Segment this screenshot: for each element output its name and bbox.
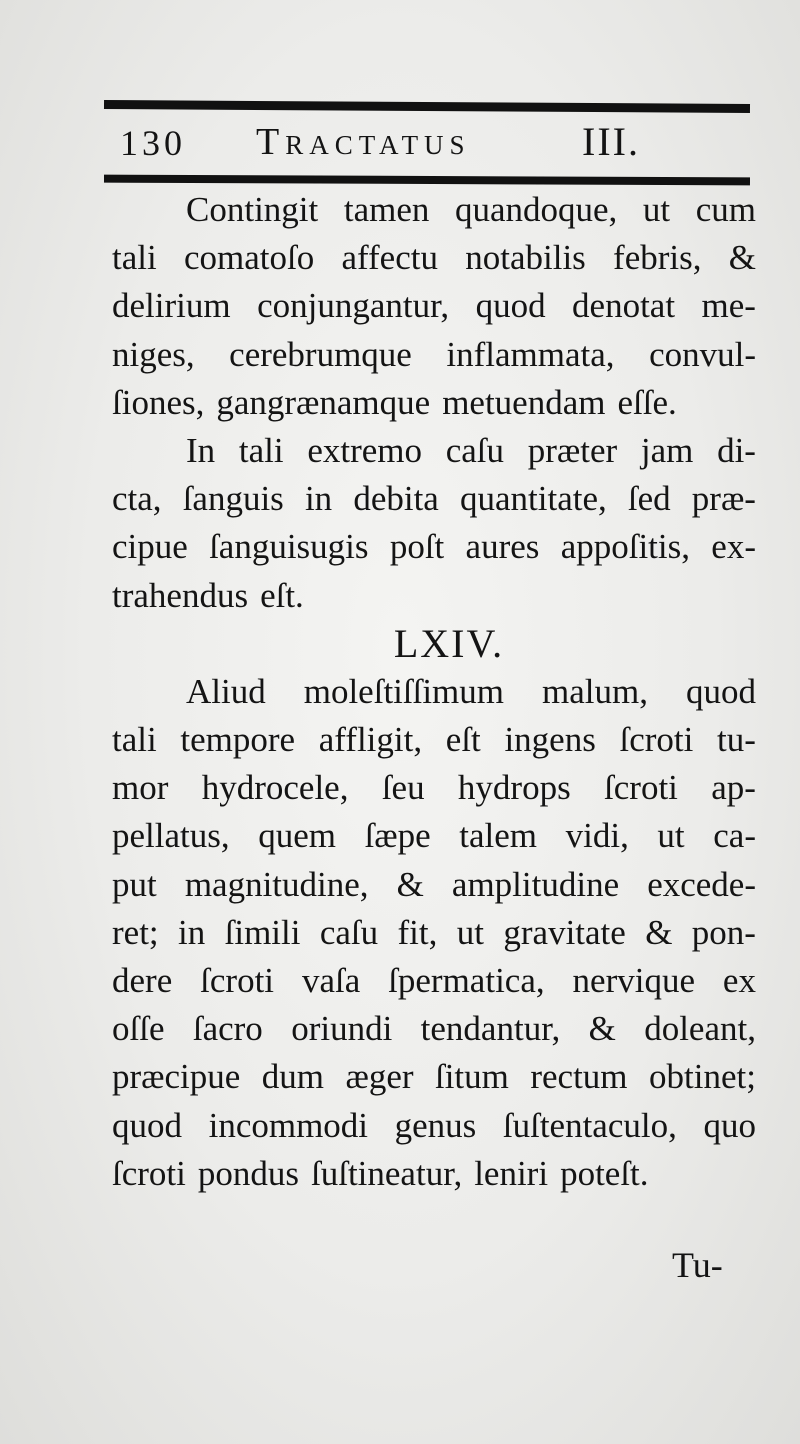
- word: ſæpe: [364, 816, 431, 856]
- word: ex: [722, 961, 756, 1000]
- word: quod: [475, 286, 546, 326]
- word: talem: [459, 816, 538, 856]
- section-heading: LXIV.: [393, 620, 505, 666]
- word: tali: [238, 430, 284, 470]
- paragraph-1: [112, 186, 756, 427]
- word: appoſitis,: [560, 527, 690, 567]
- word: affectu: [341, 238, 438, 278]
- word: ca-: [713, 816, 756, 856]
- word: delirium: [112, 286, 231, 326]
- word: malum,: [542, 671, 648, 711]
- word: ſuſtentaculo,: [502, 1105, 677, 1145]
- word: ſanguisugis: [209, 527, 369, 567]
- header-rule-bottom: [104, 175, 750, 186]
- text-line: [112, 234, 756, 282]
- text-line: [112, 572, 756, 620]
- word: quo: [703, 1105, 756, 1145]
- word: denotat: [572, 286, 676, 326]
- word: notabilis: [465, 238, 586, 278]
- word: ingens: [504, 720, 596, 760]
- word: &: [396, 864, 424, 904]
- word: Aliud: [186, 671, 266, 711]
- word: tali: [112, 238, 157, 278]
- word: vaſa: [301, 961, 361, 1000]
- word: pon-: [691, 912, 756, 952]
- word: hydrops: [457, 768, 571, 808]
- word: ſiones,: [112, 382, 205, 422]
- word: In: [186, 430, 216, 470]
- word: eſt: [445, 720, 481, 760]
- word: febris,: [613, 238, 702, 278]
- word: cum: [695, 190, 756, 229]
- word: ſcroti: [619, 720, 694, 760]
- word: moleſtiſſimum: [303, 671, 505, 711]
- word: quod: [112, 1105, 182, 1145]
- word: quod: [685, 671, 756, 711]
- text-line: [112, 282, 756, 330]
- word: pellatus,: [112, 816, 230, 856]
- word: eſt.: [260, 575, 304, 615]
- word: leniri: [474, 1153, 549, 1193]
- word: debita: [353, 479, 439, 519]
- word: oſſe: [112, 1009, 165, 1049]
- word: ut: [642, 190, 671, 229]
- text-line: [112, 716, 756, 764]
- word: ret;: [112, 912, 159, 952]
- word: ſcroti: [112, 1153, 186, 1193]
- word: poſt: [389, 527, 445, 567]
- word: oriundi: [291, 1009, 393, 1049]
- text-line: [112, 186, 756, 234]
- word: ſcroti: [200, 961, 275, 1000]
- text-line: [112, 1005, 756, 1053]
- chapter-number: III.: [582, 119, 640, 164]
- word: di-: [717, 430, 756, 470]
- word: ut: [456, 912, 484, 952]
- word: excede-: [647, 864, 756, 904]
- word: ut: [657, 816, 685, 856]
- word: Contingit: [186, 190, 319, 229]
- word: in: [178, 912, 206, 952]
- word: ſed: [627, 479, 671, 519]
- word: poteſt.: [560, 1153, 649, 1193]
- word: rectum: [530, 1057, 628, 1097]
- text-line: [112, 1102, 756, 1150]
- text-line: [112, 668, 756, 716]
- word: gangrænamque: [216, 382, 431, 422]
- paragraph-2: [112, 427, 756, 620]
- text-line: [112, 764, 756, 812]
- word: tendantur,: [420, 1009, 561, 1049]
- word: quandoque,: [454, 190, 618, 229]
- word: genus: [394, 1105, 477, 1145]
- text-line: [112, 909, 756, 957]
- word: &: [588, 1009, 616, 1049]
- word: caſu: [445, 430, 505, 470]
- word: præ-: [691, 479, 756, 519]
- word: obtinet;: [649, 1057, 756, 1097]
- running-header: [112, 112, 752, 172]
- word: vidi,: [565, 816, 629, 856]
- word: niges,: [112, 334, 195, 374]
- word: ex-: [711, 527, 756, 567]
- paragraph-3: [112, 668, 756, 1198]
- word: ſimili: [224, 912, 301, 952]
- word: convul-: [649, 334, 756, 374]
- word: ſeu: [381, 768, 425, 808]
- word: conjungantur,: [257, 286, 450, 326]
- word: me-: [701, 286, 756, 326]
- catchword: Tu-: [672, 1245, 723, 1285]
- word: tu-: [717, 720, 756, 760]
- text-line: [112, 1053, 756, 1101]
- word: inflammata,: [446, 334, 615, 374]
- word: metuendam: [442, 382, 606, 422]
- word: pondus: [197, 1153, 299, 1193]
- word: put: [112, 864, 157, 904]
- word: quem: [258, 816, 336, 856]
- word: tali: [112, 720, 157, 760]
- word: &: [728, 238, 756, 278]
- word: caſu: [319, 912, 379, 952]
- page-number: 130: [120, 123, 186, 163]
- text-line: [112, 427, 756, 475]
- word: amplitudine: [451, 864, 620, 904]
- word: præter: [527, 430, 618, 470]
- word: in: [304, 479, 333, 519]
- word: ſuſtineatur,: [311, 1153, 463, 1193]
- word: cerebrumque: [229, 334, 412, 374]
- word: trahendus: [112, 575, 249, 615]
- word: cta,: [112, 479, 162, 519]
- text-line: [112, 379, 756, 427]
- word: fit,: [397, 912, 438, 952]
- word: gravitate: [503, 912, 626, 952]
- text-line: [112, 331, 756, 379]
- word: eſſe.: [617, 382, 677, 422]
- word: tempore: [180, 720, 296, 760]
- word: ap-: [711, 768, 756, 808]
- word: doleant,: [644, 1009, 756, 1049]
- word: extremo: [307, 430, 422, 470]
- word: ſanguis: [182, 479, 284, 519]
- word: mor: [112, 768, 169, 808]
- word: tamen: [343, 190, 430, 229]
- word: hydrocele,: [201, 768, 349, 808]
- word: affligit,: [318, 720, 423, 760]
- running-title: Tractatus: [256, 121, 471, 163]
- text-line: [112, 861, 756, 909]
- word: ſitum: [434, 1057, 509, 1097]
- text-line: [112, 957, 756, 1005]
- word: jam: [640, 430, 694, 470]
- word: cipue: [112, 527, 188, 567]
- word: comatoſo: [183, 238, 315, 278]
- word: nervique: [572, 961, 695, 1000]
- word: ſpermatica,: [388, 961, 545, 1000]
- word: ſacro: [192, 1009, 263, 1049]
- text-line: [112, 1150, 756, 1198]
- text-line: [112, 523, 756, 571]
- word: incommodi: [208, 1105, 369, 1145]
- body-text: [112, 186, 756, 1198]
- word: magnitudine,: [184, 864, 369, 904]
- word: &: [645, 912, 673, 952]
- text-line: [112, 812, 756, 860]
- word: aures: [465, 527, 540, 567]
- word: ſcroti: [604, 768, 678, 808]
- word: quantitate,: [459, 479, 607, 519]
- word: æger: [345, 1057, 414, 1097]
- word: præcipue: [112, 1057, 241, 1097]
- text-line: [112, 475, 756, 523]
- word: dum: [261, 1057, 324, 1097]
- word: dere: [112, 961, 173, 1000]
